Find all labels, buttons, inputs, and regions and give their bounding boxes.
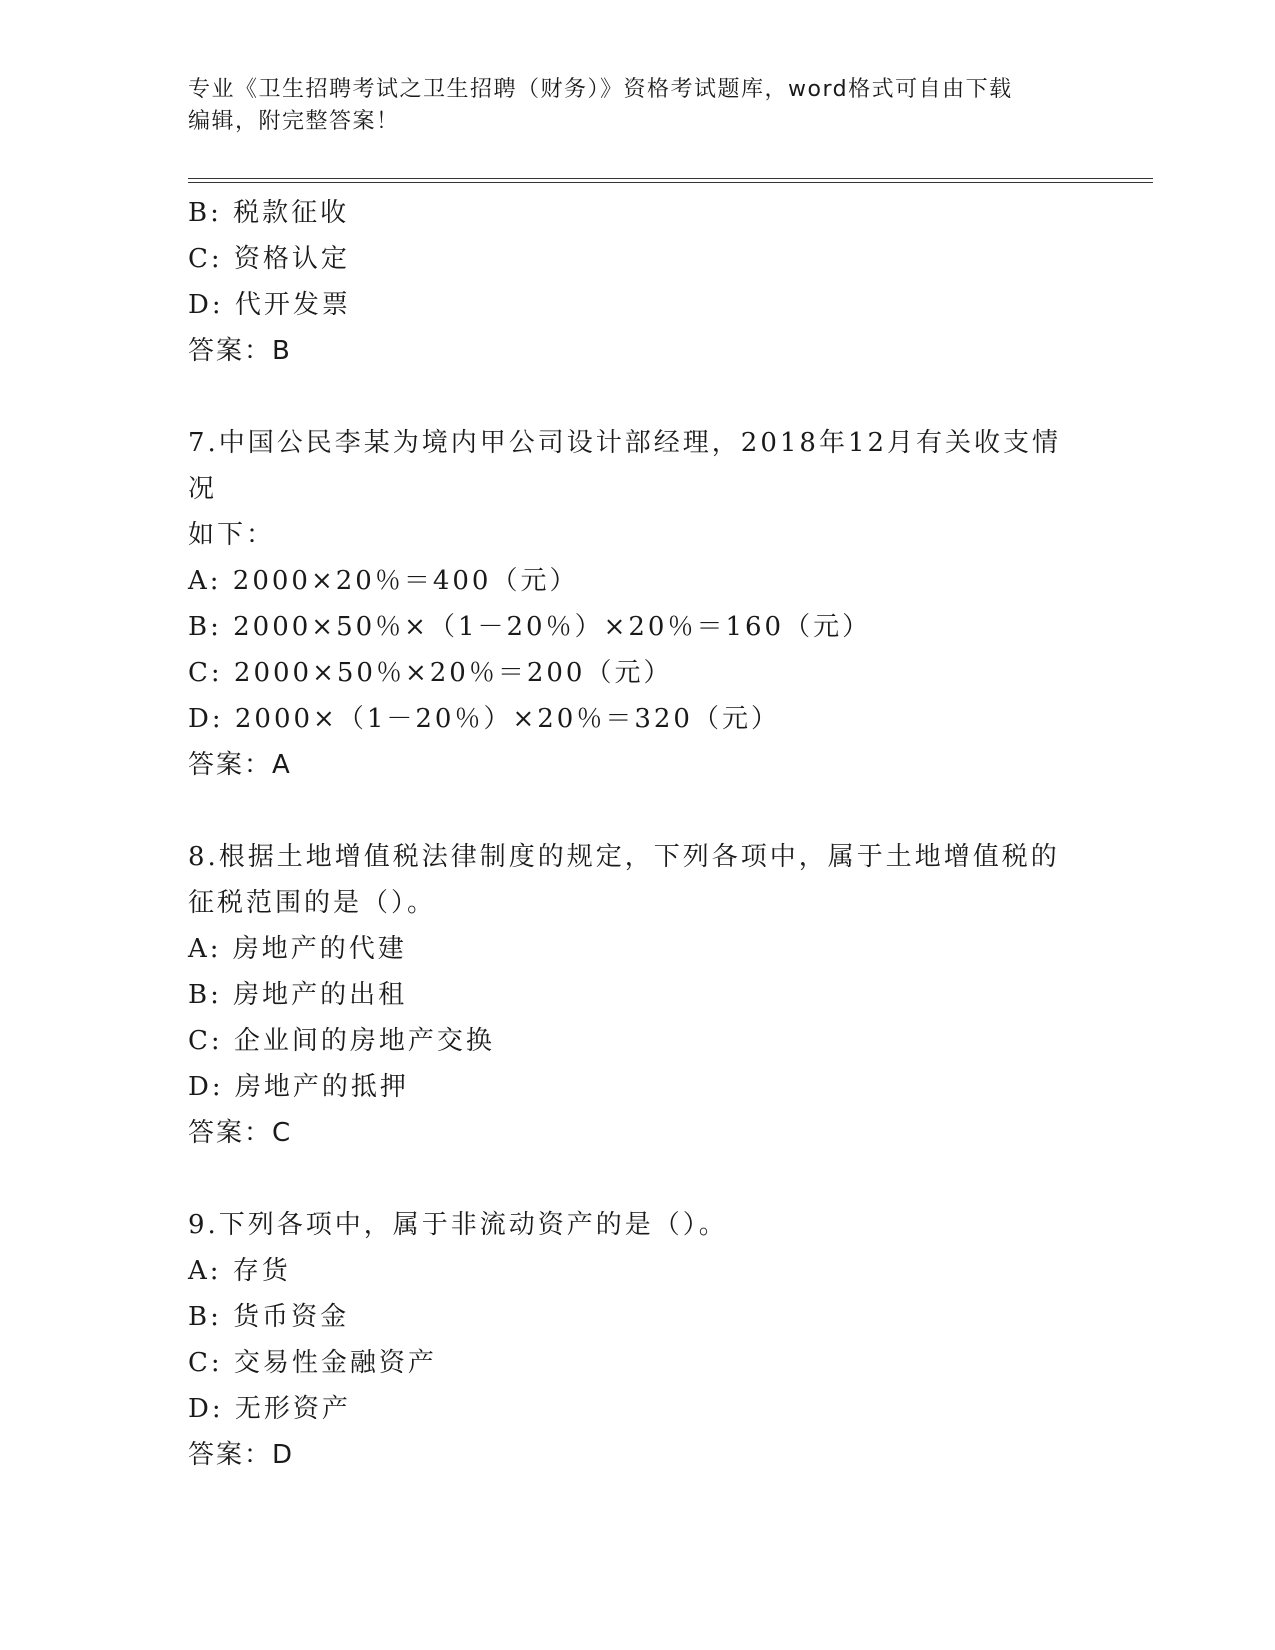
option-b: B: 2000×50％×（1－20％）×20％＝160（元）	[188, 612, 872, 642]
option-d: D: 2000×（1－20％）×20％＝320（元）	[188, 704, 780, 734]
option-c: C: 企业间的房地产交换	[188, 1026, 495, 1056]
spacer	[188, 1156, 1108, 1202]
question-8	[188, 834, 1108, 1156]
partial-question	[188, 190, 1108, 374]
option-c: C: 交易性金融资产	[188, 1348, 437, 1378]
option-b: B: 货币资金	[188, 1302, 350, 1332]
document-body	[188, 190, 1108, 1478]
option-c: C: 资格认定	[188, 244, 350, 274]
question-9	[188, 1202, 1108, 1478]
option-d: D: 代开发票	[188, 290, 351, 320]
spacer	[188, 374, 1108, 420]
option-c: C: 2000×50％×20％＝200（元）	[188, 658, 673, 688]
option-b: B: 房地产的出租	[188, 980, 408, 1010]
question-text-line-2: 征税范围的是（）。	[188, 888, 437, 918]
question-text-line-1: 9.下列各项中，属于非流动资产的是（）。	[188, 1210, 728, 1240]
answer-line: 答案：A	[188, 750, 292, 780]
question-7	[188, 420, 1108, 788]
spacer	[188, 788, 1108, 834]
header-divider-top	[188, 178, 1153, 179]
answer-line: 答案：B	[188, 336, 292, 366]
header-line-2: 编辑，附完整答案！	[188, 109, 400, 134]
option-a: A: 房地产的代建	[188, 934, 407, 964]
question-text-line-2: 如下：	[188, 520, 276, 550]
option-b: B: 税款征收	[188, 198, 350, 228]
option-a: A: 2000×20％＝400（元）	[188, 566, 579, 596]
question-text-line-1: 7.中国公民李某为境内甲公司设计部经理，2018年12月有关收支情况	[188, 428, 1062, 504]
header-divider-bottom	[188, 182, 1153, 183]
header-line-1: 专业《卫生招聘考试之卫生招聘（财务）》资格考试题库，word格式可自由下载	[188, 77, 1013, 102]
answer-line: 答案：C	[188, 1118, 293, 1148]
option-a: A: 存货	[188, 1256, 291, 1286]
question-text-line-1: 8.根据土地增值税法律制度的规定，下列各项中，属于土地增值税的	[188, 842, 1060, 872]
document-header	[188, 74, 1088, 138]
option-d: D: 房地产的抵押	[188, 1072, 409, 1102]
option-d: D: 无形资产	[188, 1394, 351, 1424]
answer-line: 答案：D	[188, 1440, 295, 1470]
